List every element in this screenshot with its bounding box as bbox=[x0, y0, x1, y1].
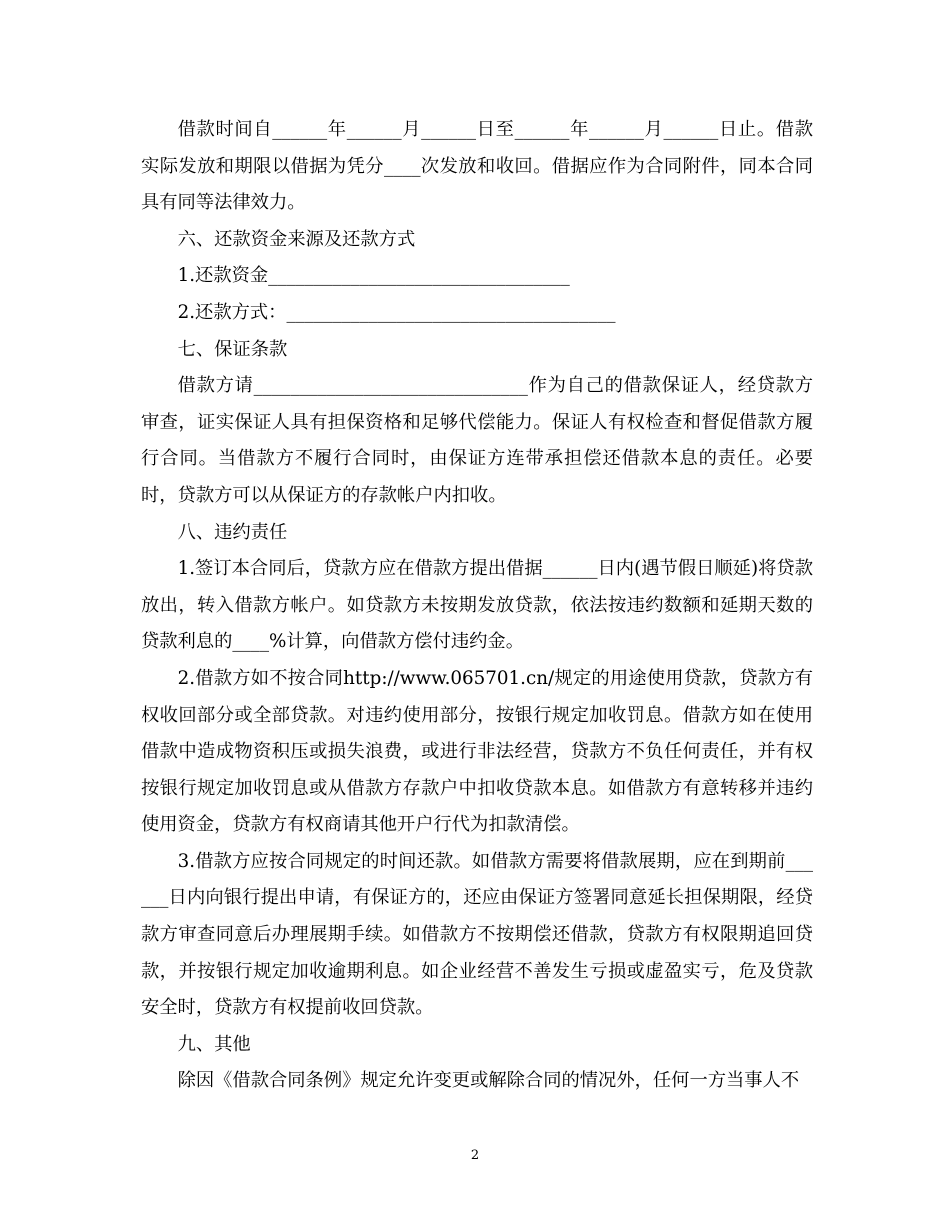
guarantee-paragraph: 借款方请______________________________作为自己的借款保证人，经贷款方审查，证实保证人具有担保资格和足够代偿能力。保证人有权检查和督促借款方履行合同。当借款方不履行合同时，由保证方连带承担偿还借款本息的责任。必要时，贷款方可以从保证方的存款帐户内扣收。 bbox=[141, 375, 813, 506]
liability-clause-2: 2.借款方如不按合同http://www.065701.cn/规定的用途使用贷款，贷款方有权收回部分或全部贷款。对违约使用部分，按银行规定加收罚息。借款方如在使用借款中造成物资积压或损失浪费，或进行非法经营，贷款方不负任何责任，并有权按银行规定加收罚息或从借款方存款户中扣收贷款本息。如借款方有意转移并违约使用资金，贷款方有权商请其他开户行代为扣款清偿。 bbox=[141, 667, 813, 836]
section-seven-heading: 七、保证条款 bbox=[177, 338, 288, 360]
page-number: 2 bbox=[470, 1148, 480, 1163]
repayment-funds-line: 1.还款资金_________________________________ bbox=[177, 265, 570, 287]
document-body bbox=[141, 112, 813, 1100]
section-six-heading: 六、还款资金来源及还款方式 bbox=[177, 228, 416, 250]
liability-clause-3: 3.借款方应按合同规定的时间还款。如借款方需要将借款展期，应在到期前______日内向银行提出申请，有保证方的，还应由保证方签署同意延长担保期限，经贷款方审查同意后办理展期手续。如借款方不按期偿还借款，贷款方有权限期追回贷款，并按银行规定加收逾期利息。如企业经营不善发生亏损或虚盈实亏，危及贷款安全时，贷款方有权提前收回贷款。 bbox=[141, 850, 813, 1019]
repayment-method-line: 2.还款方式：____________________________________ bbox=[177, 301, 616, 323]
liability-clause-1: 1.签订本合同后，贷款方应在借款方提出借据______日内(遇节假日顺延)将贷款放出，转入借款方帐户。如贷款方未按期发放贷款，依法按违约数额和延期天数的贷款利息的____%计算，向借款方偿付违约金。 bbox=[141, 558, 813, 653]
section-eight-heading: 八、违约责任 bbox=[177, 521, 288, 543]
section-nine-heading: 九、其他 bbox=[177, 1033, 251, 1055]
other-clause-paragraph: 除因《借款合同条例》规定允许变更或解除合同的情况外，任何一方当事人不 bbox=[177, 1070, 800, 1092]
loan-period-paragraph: 借款时间自______年______月______日至______年______月______日止。借款实际发放和期限以借据为凭分____次发放和收回。借据应作为合同附件，同本合同具有同等法律效力。 bbox=[141, 119, 813, 214]
